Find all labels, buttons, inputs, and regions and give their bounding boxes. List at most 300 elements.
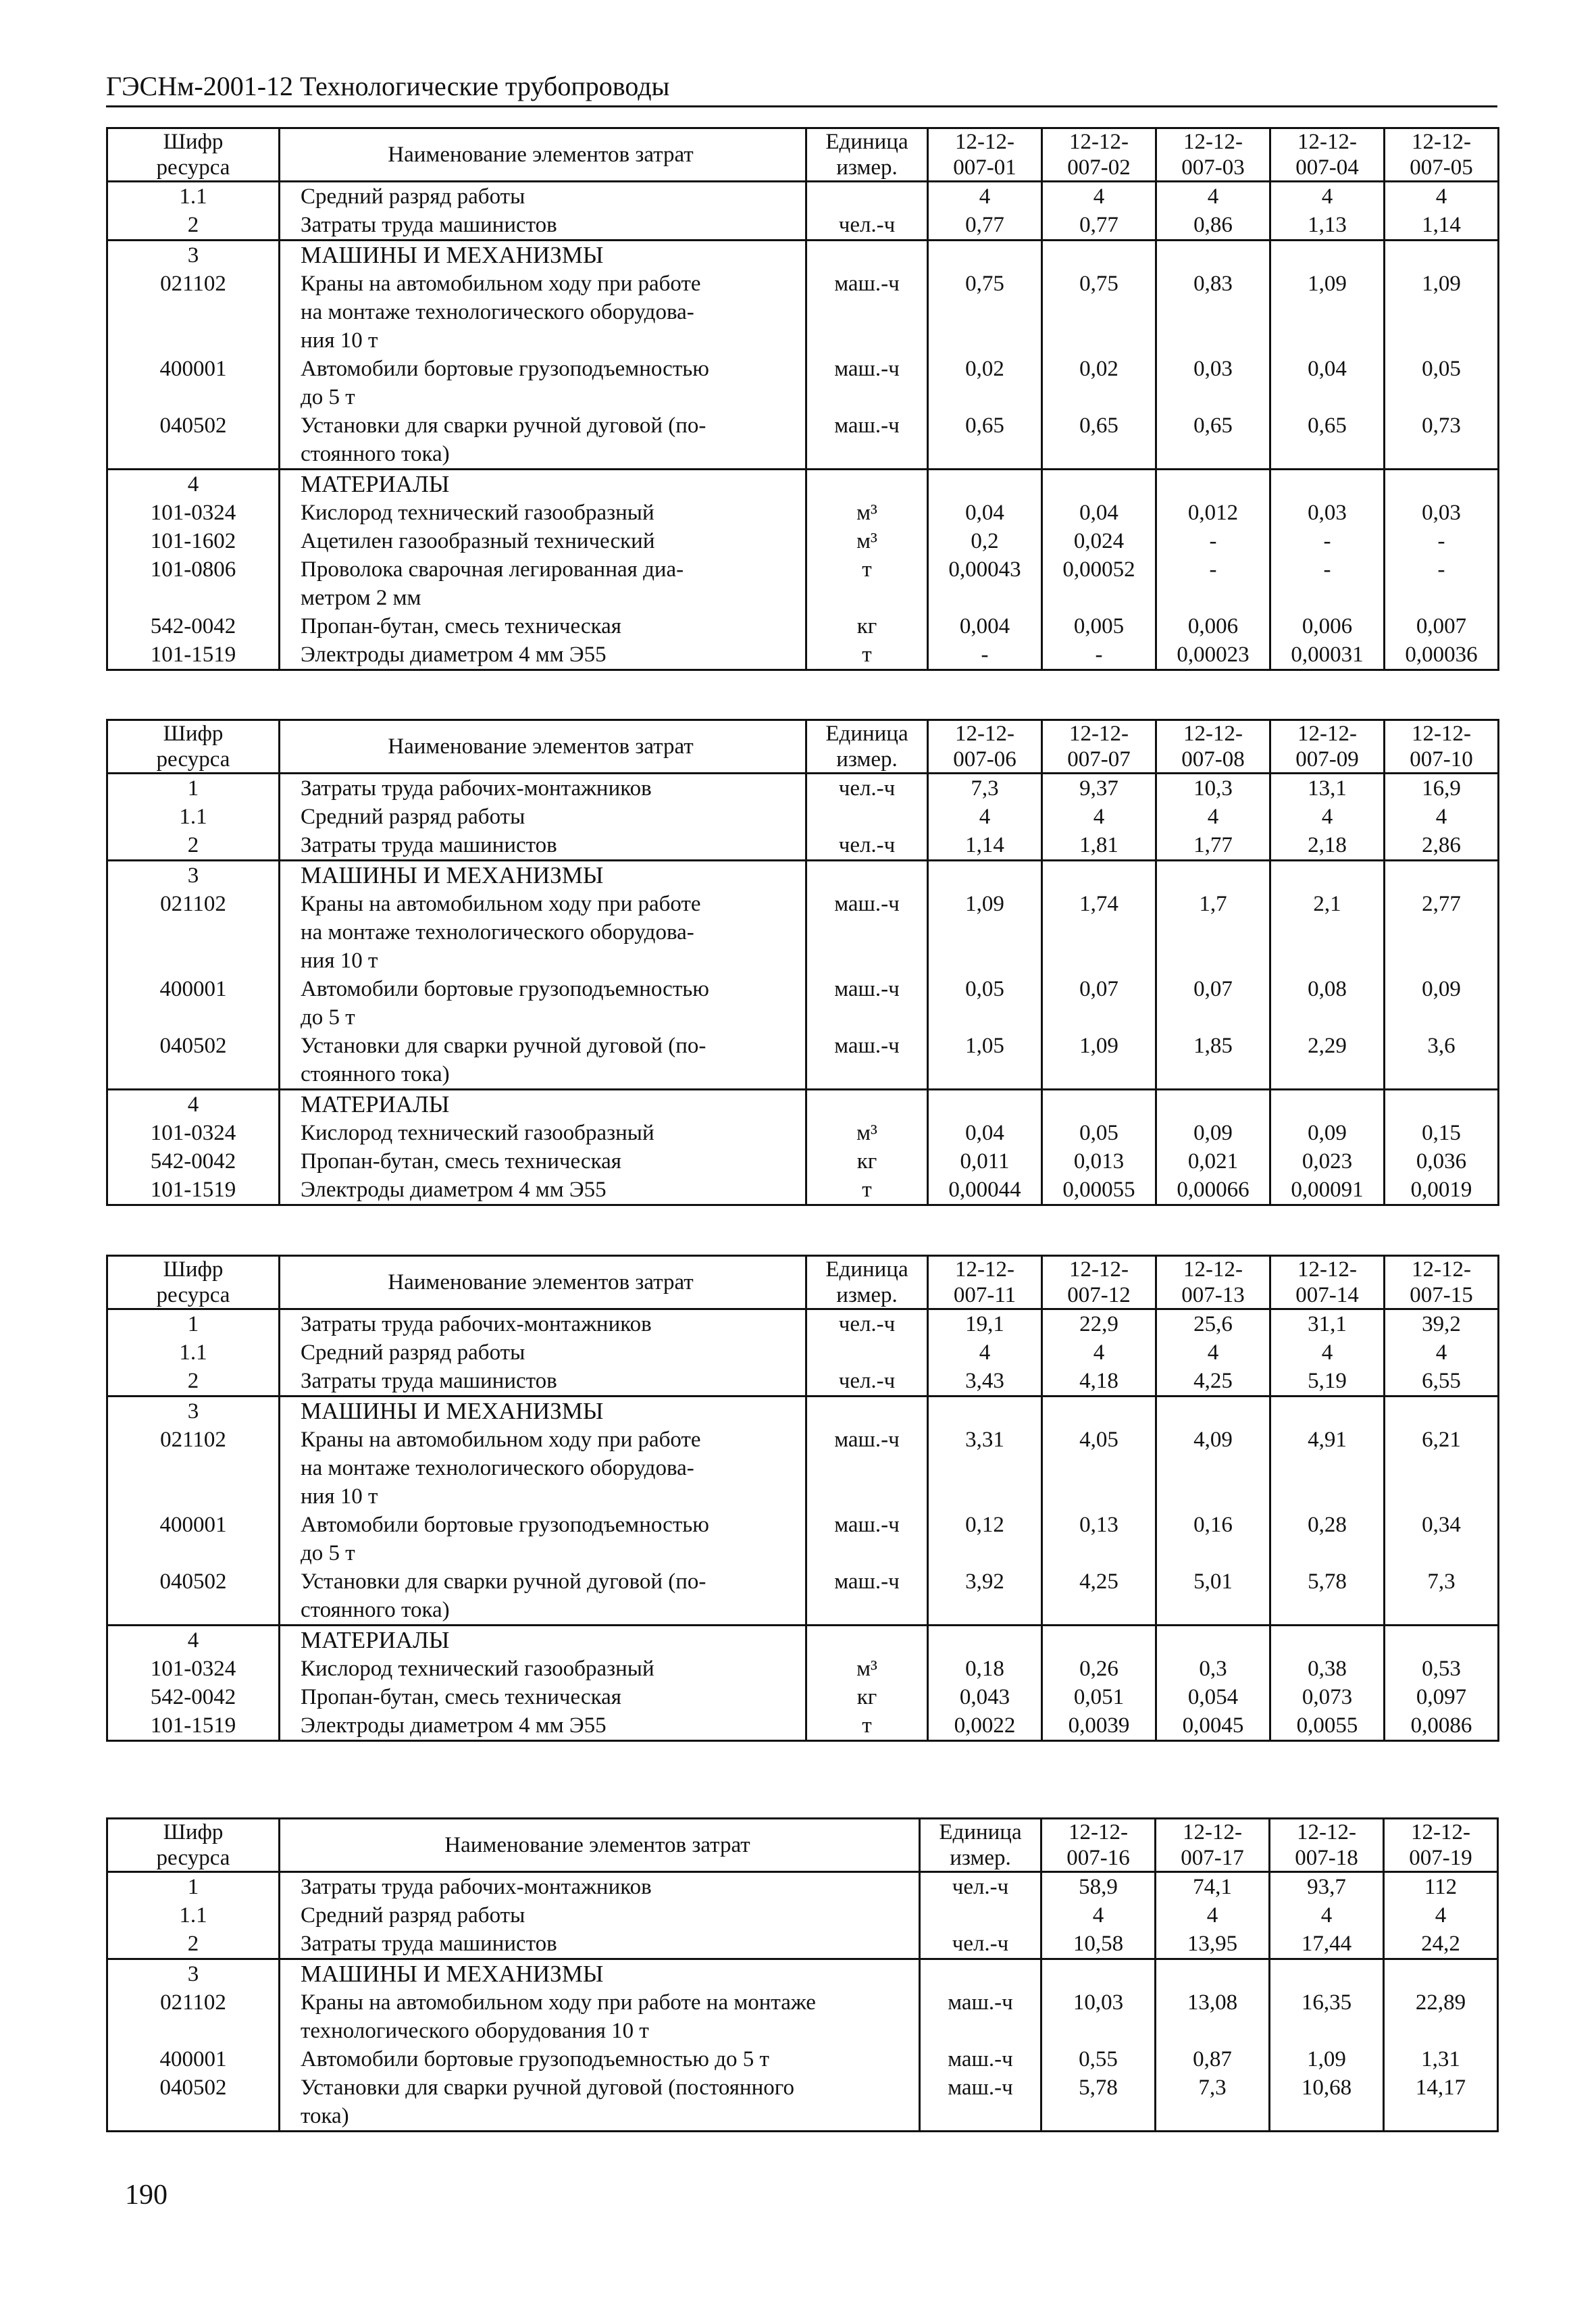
value-cell: 2,86 bbox=[1385, 831, 1499, 861]
resource-code: 1.1 bbox=[107, 1338, 280, 1367]
section-row bbox=[107, 1090, 1499, 1120]
value-cell: 0,2 bbox=[928, 527, 1042, 555]
section-row bbox=[107, 241, 1499, 270]
value-cell: 0,0022 bbox=[928, 1711, 1042, 1741]
value-cell: 0,86 bbox=[1156, 211, 1270, 241]
value-cell bbox=[1385, 1090, 1499, 1120]
col-header-norm-code: 12-12- 007-07 bbox=[1042, 720, 1156, 774]
value-cell: 14,17 bbox=[1384, 2073, 1498, 2132]
value-cell: 4 bbox=[1384, 1901, 1498, 1930]
resource-code: 542-0042 bbox=[107, 1683, 280, 1711]
cost-element-name: Кислород технический газообразный bbox=[280, 1119, 806, 1147]
unit-cell: маш.-ч bbox=[806, 1511, 928, 1567]
unit-cell: чел.-ч bbox=[806, 774, 928, 803]
value-cell: 4,18 bbox=[1042, 1367, 1156, 1397]
value-cell: 0,65 bbox=[1270, 411, 1385, 470]
section-title: МАШИНЫ И МЕХАНИЗМЫ bbox=[280, 241, 806, 270]
col-header-norm-code: 12-12- 007-09 bbox=[1270, 720, 1385, 774]
table-row bbox=[107, 2045, 1498, 2073]
section-row bbox=[107, 1397, 1499, 1426]
col-header-norm-code: 12-12- 007-15 bbox=[1385, 1256, 1499, 1309]
value-cell: 0,0039 bbox=[1042, 1711, 1156, 1741]
unit-cell bbox=[806, 1626, 928, 1655]
table-row bbox=[107, 640, 1499, 670]
value-cell: 4 bbox=[1385, 803, 1499, 831]
cost-element-name: Краны на автомобильном ходу при работе на монтаже технологического оборудования 10 т bbox=[280, 1988, 920, 2045]
table-row bbox=[107, 270, 1499, 355]
unit-cell: м³ bbox=[806, 499, 928, 527]
unit-cell: м³ bbox=[806, 527, 928, 555]
value-cell: 0,006 bbox=[1156, 612, 1270, 640]
value-cell: 0,0019 bbox=[1385, 1176, 1499, 1205]
value-cell: 3,6 bbox=[1385, 1032, 1499, 1090]
resource-code: 2 bbox=[107, 1367, 280, 1397]
table-row bbox=[107, 1683, 1499, 1711]
col-header-name: Наименование элементов затрат bbox=[280, 128, 806, 182]
resource-code: 101-0324 bbox=[107, 1655, 280, 1683]
table-row bbox=[107, 1567, 1499, 1626]
unit-cell: маш.-ч bbox=[806, 1032, 928, 1090]
value-cell: 4,91 bbox=[1270, 1426, 1385, 1511]
value-cell: 0,054 bbox=[1156, 1683, 1270, 1711]
resource-code: 400001 bbox=[107, 2045, 280, 2073]
value-cell: 5,78 bbox=[1041, 2073, 1156, 2132]
col-header-unit: Единица измер. bbox=[806, 720, 928, 774]
table-row bbox=[107, 831, 1499, 861]
value-cell: 0,77 bbox=[928, 211, 1042, 241]
value-cell: 0,09 bbox=[1385, 975, 1499, 1032]
resource-code: 021102 bbox=[107, 1426, 280, 1511]
value-cell bbox=[1385, 241, 1499, 270]
value-cell bbox=[1041, 1959, 1156, 1989]
value-cell: 4 bbox=[1041, 1901, 1156, 1930]
section-title: МАТЕРИАЛЫ bbox=[280, 470, 806, 499]
value-cell: 1,09 bbox=[1270, 270, 1385, 355]
value-cell: 7,3 bbox=[1385, 1567, 1499, 1626]
cost-element-name: Установки для сварки ручной дуговой (постоянного тока) bbox=[280, 2073, 920, 2132]
cost-element-name: Затраты труда машинистов bbox=[280, 831, 806, 861]
value-cell: 4 bbox=[1042, 1338, 1156, 1367]
norms-table bbox=[106, 1255, 1499, 1742]
value-cell: 0,097 bbox=[1385, 1683, 1499, 1711]
value-cell: 5,78 bbox=[1270, 1567, 1385, 1626]
col-header-norm-code: 12-12- 007-13 bbox=[1156, 1256, 1270, 1309]
value-cell: 13,08 bbox=[1156, 1988, 1270, 2045]
value-cell bbox=[1270, 241, 1385, 270]
unit-cell bbox=[806, 1090, 928, 1120]
col-header-norm-code: 12-12- 007-12 bbox=[1042, 1256, 1156, 1309]
resource-code: 1 bbox=[107, 1309, 280, 1339]
value-cell: 0,036 bbox=[1385, 1147, 1499, 1176]
table-header-row bbox=[107, 128, 1499, 182]
section-title: МАШИНЫ И МЕХАНИЗМЫ bbox=[280, 1397, 806, 1426]
value-cell: 25,6 bbox=[1156, 1309, 1270, 1339]
value-cell: 0,03 bbox=[1385, 499, 1499, 527]
value-cell: 4 bbox=[1270, 803, 1385, 831]
table-row bbox=[107, 1930, 1498, 1959]
value-cell: 112 bbox=[1384, 1872, 1498, 1902]
table-row bbox=[107, 1147, 1499, 1176]
table-header-row bbox=[107, 720, 1499, 774]
resource-code: 4 bbox=[107, 1626, 280, 1655]
value-cell bbox=[1270, 1397, 1385, 1426]
resource-code: 400001 bbox=[107, 355, 280, 411]
value-cell: 16,35 bbox=[1270, 1988, 1384, 2045]
cost-element-name: Затраты труда рабочих-монтажников bbox=[280, 774, 806, 803]
table-row bbox=[107, 1711, 1499, 1741]
value-cell bbox=[1270, 861, 1385, 890]
value-cell: 6,55 bbox=[1385, 1367, 1499, 1397]
resource-code: 101-1519 bbox=[107, 640, 280, 670]
value-cell: 0,65 bbox=[1042, 411, 1156, 470]
value-cell: 2,77 bbox=[1385, 890, 1499, 975]
resource-code: 021102 bbox=[107, 270, 280, 355]
table-row bbox=[107, 612, 1499, 640]
cost-element-name: Краны на автомобильном ходу при работе на монтаже технологического оборудова- ния 10 т bbox=[280, 1426, 806, 1511]
value-cell: 0,05 bbox=[928, 975, 1042, 1032]
cost-element-name: Средний разряд работы bbox=[280, 803, 806, 831]
value-cell: 17,44 bbox=[1270, 1930, 1384, 1959]
value-cell: 0,043 bbox=[928, 1683, 1042, 1711]
cost-element-name: Средний разряд работы bbox=[280, 182, 806, 211]
value-cell: 1,09 bbox=[1042, 1032, 1156, 1090]
value-cell: 24,2 bbox=[1384, 1930, 1498, 1959]
value-cell: 10,68 bbox=[1270, 2073, 1384, 2132]
value-cell: 0,00091 bbox=[1270, 1176, 1385, 1205]
cost-element-name: Затраты труда машинистов bbox=[280, 211, 806, 241]
cost-element-name: Пропан-бутан, смесь техническая bbox=[280, 612, 806, 640]
table-row bbox=[107, 774, 1499, 803]
value-cell: 0,006 bbox=[1270, 612, 1385, 640]
unit-cell: маш.-ч bbox=[806, 1567, 928, 1626]
resource-code: 3 bbox=[107, 861, 280, 890]
table-row bbox=[107, 1426, 1499, 1511]
cost-element-name: Установки для сварки ручной дуговой (по- стоянного тока) bbox=[280, 1567, 806, 1626]
value-cell bbox=[1385, 861, 1499, 890]
value-cell: - bbox=[1385, 555, 1499, 612]
value-cell: 3,31 bbox=[928, 1426, 1042, 1511]
value-cell: 0,28 bbox=[1270, 1511, 1385, 1567]
table-row bbox=[107, 355, 1499, 411]
value-cell: 1,05 bbox=[928, 1032, 1042, 1090]
value-cell: 0,07 bbox=[1042, 975, 1156, 1032]
col-header-code: Шифр ресурса bbox=[107, 720, 280, 774]
value-cell: 0,004 bbox=[928, 612, 1042, 640]
unit-cell: маш.-ч bbox=[920, 1988, 1041, 2045]
table-header-row bbox=[107, 1256, 1499, 1309]
value-cell: 1,09 bbox=[1385, 270, 1499, 355]
value-cell: 4 bbox=[1156, 1338, 1270, 1367]
table-row bbox=[107, 555, 1499, 612]
col-header-code: Шифр ресурса bbox=[107, 1819, 280, 1872]
unit-cell bbox=[806, 861, 928, 890]
cost-element-name: Затраты труда рабочих-монтажников bbox=[280, 1309, 806, 1339]
value-cell: 4 bbox=[1042, 803, 1156, 831]
col-header-code: Шифр ресурса bbox=[107, 1256, 280, 1309]
value-cell: 1,14 bbox=[1385, 211, 1499, 241]
value-cell: 0,00031 bbox=[1270, 640, 1385, 670]
value-cell: 0,34 bbox=[1385, 1511, 1499, 1567]
resource-code: 040502 bbox=[107, 1032, 280, 1090]
value-cell: 1,09 bbox=[1270, 2045, 1384, 2073]
unit-cell: чел.-ч bbox=[806, 1309, 928, 1339]
value-cell: 0,00036 bbox=[1385, 640, 1499, 670]
value-cell: 4 bbox=[1042, 182, 1156, 211]
value-cell: 22,9 bbox=[1042, 1309, 1156, 1339]
section-row bbox=[107, 1959, 1498, 1989]
table-row bbox=[107, 1338, 1499, 1367]
value-cell: 2,18 bbox=[1270, 831, 1385, 861]
value-cell: 4 bbox=[1156, 803, 1270, 831]
value-cell: 0,023 bbox=[1270, 1147, 1385, 1176]
unit-cell: т bbox=[806, 555, 928, 612]
col-header-norm-code: 12-12- 007-02 bbox=[1042, 128, 1156, 182]
value-cell: 0,18 bbox=[928, 1655, 1042, 1683]
value-cell: 0,00044 bbox=[928, 1176, 1042, 1205]
norms-table bbox=[106, 127, 1499, 671]
value-cell bbox=[928, 470, 1042, 499]
unit-cell: т bbox=[806, 1711, 928, 1741]
value-cell bbox=[1270, 1959, 1384, 1989]
value-cell bbox=[1156, 1090, 1270, 1120]
value-cell: 0,073 bbox=[1270, 1683, 1385, 1711]
cost-element-name: Ацетилен газообразный технический bbox=[280, 527, 806, 555]
value-cell: - bbox=[1270, 555, 1385, 612]
unit-cell: маш.-ч bbox=[920, 2073, 1041, 2132]
resource-code: 101-1519 bbox=[107, 1176, 280, 1205]
table-header-row bbox=[107, 1819, 1498, 1872]
value-cell: 0,12 bbox=[928, 1511, 1042, 1567]
value-cell: 2,29 bbox=[1270, 1032, 1385, 1090]
col-header-name: Наименование элементов затрат bbox=[280, 720, 806, 774]
col-header-name: Наименование элементов затрат bbox=[280, 1819, 920, 1872]
unit-cell: маш.-ч bbox=[806, 411, 928, 470]
table-row bbox=[107, 803, 1499, 831]
value-cell bbox=[1156, 1397, 1270, 1426]
col-header-norm-code: 12-12- 007-10 bbox=[1385, 720, 1499, 774]
norms-table bbox=[106, 719, 1499, 1206]
unit-cell: чел.-ч bbox=[806, 831, 928, 861]
resource-code: 4 bbox=[107, 1090, 280, 1120]
value-cell: 0,65 bbox=[1156, 411, 1270, 470]
col-header-norm-code: 12-12- 007-05 bbox=[1385, 128, 1499, 182]
value-cell: 4 bbox=[1270, 1338, 1385, 1367]
cost-element-name: Установки для сварки ручной дуговой (по- стоянного тока) bbox=[280, 1032, 806, 1090]
value-cell: - bbox=[1156, 527, 1270, 555]
resource-code: 101-1519 bbox=[107, 1711, 280, 1741]
value-cell: 0,03 bbox=[1270, 499, 1385, 527]
col-header-norm-code: 12-12- 007-01 bbox=[928, 128, 1042, 182]
value-cell: 0,04 bbox=[928, 499, 1042, 527]
value-cell: 10,58 bbox=[1041, 1930, 1156, 1959]
value-cell: 4 bbox=[1385, 1338, 1499, 1367]
value-cell: 0,75 bbox=[928, 270, 1042, 355]
value-cell bbox=[1385, 1626, 1499, 1655]
resource-code: 101-0324 bbox=[107, 499, 280, 527]
value-cell: 0,024 bbox=[1042, 527, 1156, 555]
value-cell: 0,73 bbox=[1385, 411, 1499, 470]
value-cell: 0,00023 bbox=[1156, 640, 1270, 670]
unit-cell: т bbox=[806, 1176, 928, 1205]
unit-cell: маш.-ч bbox=[806, 270, 928, 355]
table-row bbox=[107, 1032, 1499, 1090]
value-cell: 6,21 bbox=[1385, 1426, 1499, 1511]
value-cell: 93,7 bbox=[1270, 1872, 1384, 1902]
value-cell: 0,0045 bbox=[1156, 1711, 1270, 1741]
value-cell: 13,1 bbox=[1270, 774, 1385, 803]
value-cell bbox=[1156, 1959, 1270, 1989]
resource-code: 4 bbox=[107, 470, 280, 499]
cost-element-name: Пропан-бутан, смесь техническая bbox=[280, 1683, 806, 1711]
resource-code: 1.1 bbox=[107, 182, 280, 211]
value-cell: 0,011 bbox=[928, 1147, 1042, 1176]
value-cell: 0,00055 bbox=[1042, 1176, 1156, 1205]
value-cell: - bbox=[928, 640, 1042, 670]
unit-cell bbox=[806, 1397, 928, 1426]
cost-element-name: Затраты труда машинистов bbox=[280, 1930, 920, 1959]
resource-code: 400001 bbox=[107, 1511, 280, 1567]
table-row bbox=[107, 527, 1499, 555]
col-header-norm-code: 12-12- 007-04 bbox=[1270, 128, 1385, 182]
value-cell bbox=[1042, 241, 1156, 270]
value-cell bbox=[928, 241, 1042, 270]
value-cell bbox=[1042, 1626, 1156, 1655]
value-cell: 0,09 bbox=[1270, 1119, 1385, 1147]
col-header-norm-code: 12-12- 007-14 bbox=[1270, 1256, 1385, 1309]
unit-cell: маш.-ч bbox=[920, 2045, 1041, 2073]
value-cell: 0,26 bbox=[1042, 1655, 1156, 1683]
value-cell: 4,05 bbox=[1042, 1426, 1156, 1511]
value-cell: 0,87 bbox=[1156, 2045, 1270, 2073]
cost-element-name: Кислород технический газообразный bbox=[280, 499, 806, 527]
value-cell: 4 bbox=[928, 1338, 1042, 1367]
table-row bbox=[107, 1655, 1499, 1683]
col-header-norm-code: 12-12- 007-08 bbox=[1156, 720, 1270, 774]
section-title: МАШИНЫ И МЕХАНИЗМЫ bbox=[280, 1959, 920, 1989]
resource-code: 021102 bbox=[107, 1988, 280, 2045]
value-cell: 0,03 bbox=[1156, 355, 1270, 411]
col-header-norm-code: 12-12- 007-18 bbox=[1270, 1819, 1384, 1872]
unit-cell: маш.-ч bbox=[806, 890, 928, 975]
resource-code: 1.1 bbox=[107, 803, 280, 831]
value-cell: 0,05 bbox=[1042, 1119, 1156, 1147]
value-cell: - bbox=[1042, 640, 1156, 670]
value-cell: 4,09 bbox=[1156, 1426, 1270, 1511]
value-cell bbox=[1042, 470, 1156, 499]
unit-cell bbox=[920, 1901, 1041, 1930]
col-header-norm-code: 12-12- 007-17 bbox=[1156, 1819, 1270, 1872]
value-cell: 4,25 bbox=[1156, 1367, 1270, 1397]
value-cell: 0,83 bbox=[1156, 270, 1270, 355]
unit-cell bbox=[806, 803, 928, 831]
page-header bbox=[106, 69, 1497, 107]
value-cell: 4 bbox=[928, 803, 1042, 831]
value-cell: 0,53 bbox=[1385, 1655, 1499, 1683]
value-cell: 0,00066 bbox=[1156, 1176, 1270, 1205]
resource-code: 101-1602 bbox=[107, 527, 280, 555]
resource-code: 3 bbox=[107, 1397, 280, 1426]
value-cell: 31,1 bbox=[1270, 1309, 1385, 1339]
value-cell: 0,012 bbox=[1156, 499, 1270, 527]
col-header-name: Наименование элементов затрат bbox=[280, 1256, 806, 1309]
cost-element-name: Средний разряд работы bbox=[280, 1901, 920, 1930]
value-cell: 1,13 bbox=[1270, 211, 1385, 241]
value-cell: 22,89 bbox=[1384, 1988, 1498, 2045]
table-row bbox=[107, 1176, 1499, 1205]
resource-code: 1.1 bbox=[107, 1901, 280, 1930]
resource-code: 2 bbox=[107, 211, 280, 241]
table-row bbox=[107, 182, 1499, 211]
value-cell: 4 bbox=[1270, 182, 1385, 211]
value-cell bbox=[1385, 470, 1499, 499]
col-header-code: Шифр ресурса bbox=[107, 128, 280, 182]
value-cell: 74,1 bbox=[1156, 1872, 1270, 1902]
value-cell: 1,14 bbox=[928, 831, 1042, 861]
unit-cell bbox=[806, 1338, 928, 1367]
value-cell: 1,7 bbox=[1156, 890, 1270, 975]
value-cell: 7,3 bbox=[1156, 2073, 1270, 2132]
value-cell: 1,85 bbox=[1156, 1032, 1270, 1090]
value-cell: 0,13 bbox=[1042, 1511, 1156, 1567]
cost-element-name: Кислород технический газообразный bbox=[280, 1655, 806, 1683]
value-cell: 0,04 bbox=[1270, 355, 1385, 411]
value-cell: 0,04 bbox=[928, 1119, 1042, 1147]
cost-element-name: Средний разряд работы bbox=[280, 1338, 806, 1367]
unit-cell: маш.-ч bbox=[806, 1426, 928, 1511]
value-cell: 4 bbox=[1270, 1901, 1384, 1930]
resource-code: 3 bbox=[107, 241, 280, 270]
cost-element-name: Краны на автомобильном ходу при работе на монтаже технологического оборудова- ния 10 т bbox=[280, 890, 806, 975]
col-header-norm-code: 12-12- 007-03 bbox=[1156, 128, 1270, 182]
value-cell: 16,9 bbox=[1385, 774, 1499, 803]
value-cell bbox=[1156, 470, 1270, 499]
value-cell: - bbox=[1385, 527, 1499, 555]
col-header-norm-code: 12-12- 007-16 bbox=[1041, 1819, 1156, 1872]
section-title: МАТЕРИАЛЫ bbox=[280, 1090, 806, 1120]
cost-element-name: Автомобили бортовые грузоподъемностью до 5 т bbox=[280, 355, 806, 411]
page-title: ГЭСНм-2001-12 Технологические трубопроводы bbox=[106, 71, 670, 101]
unit-cell: кг bbox=[806, 1147, 928, 1176]
table-row bbox=[107, 1119, 1499, 1147]
page-number: 190 bbox=[125, 2180, 168, 2211]
value-cell: 4 bbox=[1156, 182, 1270, 211]
col-header-norm-code: 12-12- 007-11 bbox=[928, 1256, 1042, 1309]
value-cell: 0,08 bbox=[1270, 975, 1385, 1032]
value-cell: 13,95 bbox=[1156, 1930, 1270, 1959]
value-cell: 1,31 bbox=[1384, 2045, 1498, 2073]
value-cell bbox=[928, 1626, 1042, 1655]
value-cell: 4,25 bbox=[1042, 1567, 1156, 1626]
section-row bbox=[107, 1626, 1499, 1655]
table-row bbox=[107, 890, 1499, 975]
value-cell bbox=[1156, 1626, 1270, 1655]
value-cell: 4 bbox=[1385, 182, 1499, 211]
table-row bbox=[107, 1367, 1499, 1397]
resource-code: 1 bbox=[107, 1872, 280, 1902]
value-cell: 4 bbox=[928, 182, 1042, 211]
value-cell bbox=[1270, 470, 1385, 499]
value-cell: 0,02 bbox=[1042, 355, 1156, 411]
value-cell: 10,3 bbox=[1156, 774, 1270, 803]
table-row bbox=[107, 1309, 1499, 1339]
unit-cell: чел.-ч bbox=[920, 1872, 1041, 1902]
resource-code: 542-0042 bbox=[107, 612, 280, 640]
value-cell: 0,77 bbox=[1042, 211, 1156, 241]
cost-element-name: Затраты труда машинистов bbox=[280, 1367, 806, 1397]
value-cell bbox=[928, 861, 1042, 890]
value-cell: 19,1 bbox=[928, 1309, 1042, 1339]
value-cell: 1,81 bbox=[1042, 831, 1156, 861]
